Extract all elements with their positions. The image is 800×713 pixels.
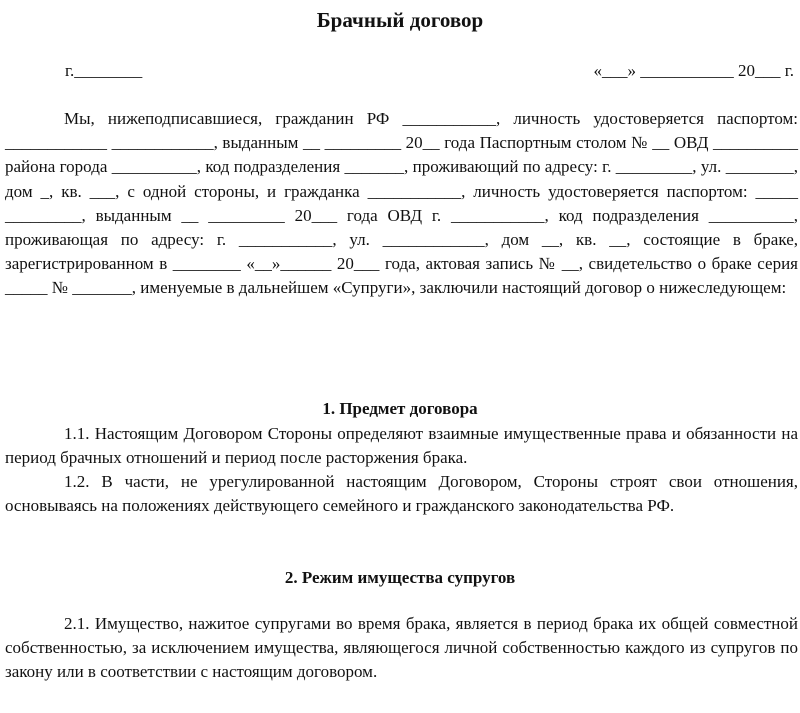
clause-2-1: 2.1. Имущество, нажитое супругами во время брака, является в период брака их общей совместной собственностью, за исключением имущества, являющегося личной собственностью каждого из супругов по закону или в соответствии с настоящим договором. <box>5 614 798 682</box>
section-2-heading: 2. Режим имущества супругов <box>284 568 516 587</box>
preamble-paragraph: Мы, нижеподписавшиеся, гражданин РФ ___________, личность удостоверяется паспортом: ____________ ____________, выданным __ _________ 20__ года Паспортным столом № __ ОВД __________ района города __________, код подразделения _______, проживающий по адресу: г. _________, ул. ________, дом _, кв. ___, с одной стороны, и гражданка ___________, личность удостоверяется паспортом: _____ _________, выданным __ _________ 20___ года ОВД г. ___________, код подразделения __________, проживающая по адресу: г. ___________, ул. ____________, дом __, кв. __, состоящие в браке, зарегистрированном в ________ «__»______ 20___ года, актовая запись № __, свидетельство о браке серия _____ № _______, именуемые в дальнейшем «Супруги», заключили настоящий договор о нижеследующем: <box>5 109 798 298</box>
date-line: «___» ___________ 20___ г. <box>593 61 794 80</box>
section-1-heading: 1. Предмет договора <box>322 399 478 418</box>
clause-1-1: 1.1. Настоящим Договором Стороны определяют взаимные имущественные права и обязанности на период брачных отношений и период после расторжения брака. <box>5 424 798 468</box>
clause-1-2: 1.2. В части, не урегулированной настоящим Договором, Стороны строят свои отношения, основываясь на положениях действующего семейного и гражданского законодательства РФ. <box>5 472 798 516</box>
document-title: Брачный договор <box>316 8 484 32</box>
place-line: г.________ <box>65 61 143 80</box>
